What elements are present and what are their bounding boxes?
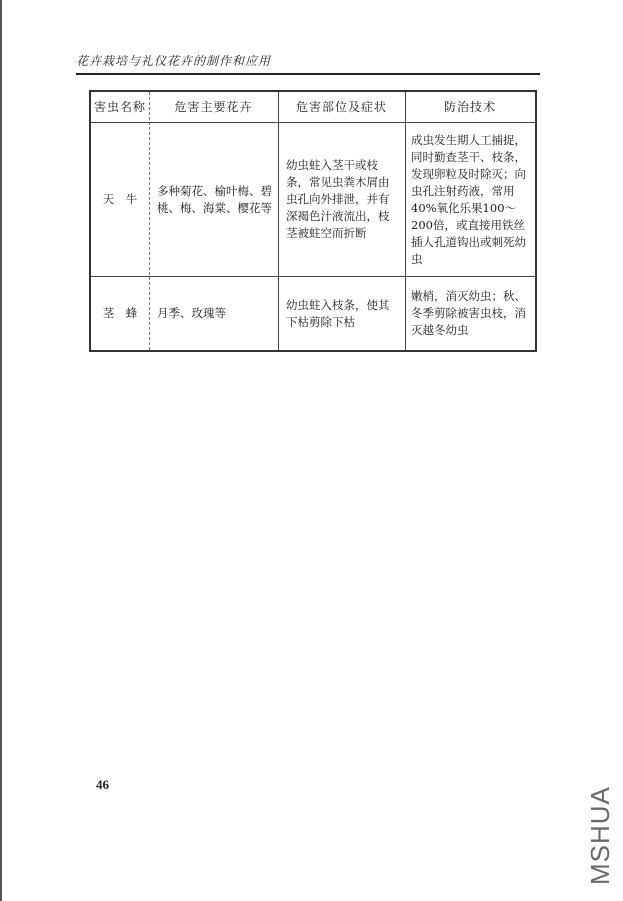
- table-cell-control: [411, 123, 531, 276]
- table-cell-pest: 天 牛: [102, 192, 138, 206]
- table-cell-control: [411, 277, 531, 350]
- header-control-methods: 防治技术: [443, 99, 496, 114]
- cell-text: 嫩梢，消灭幼虫；秋、冬季剪除被害虫枝，消灭越冬幼虫: [411, 289, 526, 337]
- table-cell-symptoms: [286, 123, 400, 276]
- header-damage-symptoms: 危害部位及症状: [295, 99, 387, 114]
- header-host-flowers: 危害主要花卉: [174, 99, 253, 114]
- table-cell-pest: 茎 蜂: [102, 306, 138, 320]
- column-divider: [405, 92, 406, 350]
- cell-text: 幼虫蛀入枝条，使其下枯剪除下枯: [286, 297, 390, 329]
- watermark: MSHUA: [585, 786, 615, 885]
- header-rule: [76, 73, 540, 75]
- table-cell-flowers: [157, 277, 274, 350]
- cell-text: 幼虫蛀入茎干或枝条，常见虫粪木屑由虫孔向外排泄，并有深褐色汁液流出，枝茎被蛀空而折断: [286, 158, 390, 240]
- running-head: 花卉栽培与礼仪花卉的制作和应用: [76, 54, 272, 68]
- cell-text: 月季、玫瑰等: [157, 306, 226, 320]
- cell-text: 多种菊花、榆叶梅、碧桃、梅、海棠、樱花等: [157, 183, 272, 215]
- table-cell-symptoms: [286, 277, 400, 350]
- page-edge-line: [0, 0, 2, 901]
- cell-text: 成虫发生期人工捕捉，同时勤查茎干、枝条，发现卵粒及时除灭；向虫孔注射药液，常用40%氧化乐果100～200倍，或直接用铁丝插人孔道钩出或刺死幼虫: [411, 132, 526, 266]
- header-pest-name: 害虫名称: [93, 99, 146, 114]
- page-number: 46: [96, 777, 109, 792]
- column-divider: [278, 92, 279, 350]
- column-divider: [149, 92, 151, 350]
- pest-table: [89, 90, 537, 352]
- table-cell-flowers: [157, 123, 274, 276]
